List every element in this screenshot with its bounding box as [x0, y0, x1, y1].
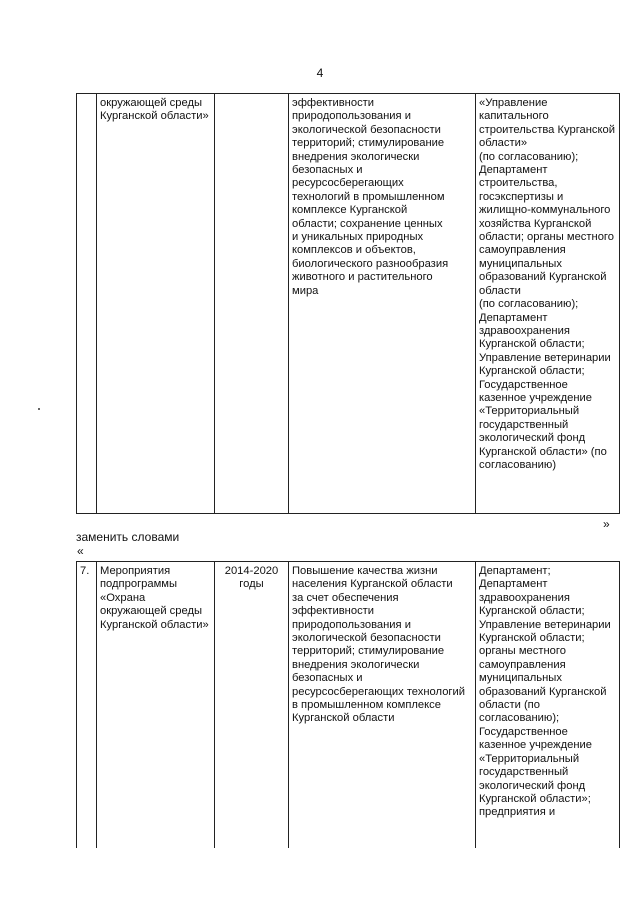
row-number-cell: [77, 94, 97, 514]
period-cell: 2014-2020 годы: [215, 562, 289, 849]
description-cell: эффективности природопользования и экологической безопасности территорий; стимулирование внедрения экологически безопасных и ресурсосберегающих технологий в промышленном комплексе Курганской области; сохранение ценных и уникальных природных комплексов и объектов, биологического разнообразия животного и растительного мира: [289, 94, 476, 514]
page-number: 4: [316, 66, 324, 80]
event-name-cell: Мероприятия подпрограммы «Охрана окружающей среды Курганской области»: [97, 562, 215, 849]
scan-speck: [38, 408, 40, 410]
event-name-cell: окружающей среды Курганской области»: [97, 94, 215, 514]
opening-quote: «: [77, 544, 84, 558]
old-text-table: [76, 93, 620, 514]
row-number-cell: 7.: [77, 562, 97, 849]
executors-cell: Департамент; Департамент здравоохранения Курганской области; Управление ветеринарии Курганской области; органы местного самоуправления муниципальных образований Курганской области (по согласованию); Государственное казенное учреждение «Территориальный государственный экологический фонд Курганской области»; предприятия и: [476, 562, 620, 849]
new-text-table: [76, 561, 620, 848]
table-row: [77, 562, 620, 849]
table-row: [77, 94, 620, 514]
description-cell: Повышение качества жизни населения Курганской области за счет обеспечения эффективности природопользования и экологической безопасности территорий; стимулирование внедрения экологически безопасных и ресурсосберегающих технологий в промышленном комплексе Курганской области: [289, 562, 476, 849]
period-cell: [215, 94, 289, 514]
replace-instruction: заменить словами: [76, 530, 180, 544]
executors-cell: «Управление капитального строительства Курганской области» (по согласованию); Департамент строительства, госэкспертизы и жилищно-коммунального хозяйства Курганской области; органы местного самоуправления муниципальных образований Курганской области (по согласованию); Департамент здравоохранения Курганской области; Управление ветеринарии Курганской области; Государственное казенное учреждение «Территориальный государственный экологический фонд Курганской области» (по согласованию): [476, 94, 620, 514]
closing-quote: »: [603, 517, 610, 531]
